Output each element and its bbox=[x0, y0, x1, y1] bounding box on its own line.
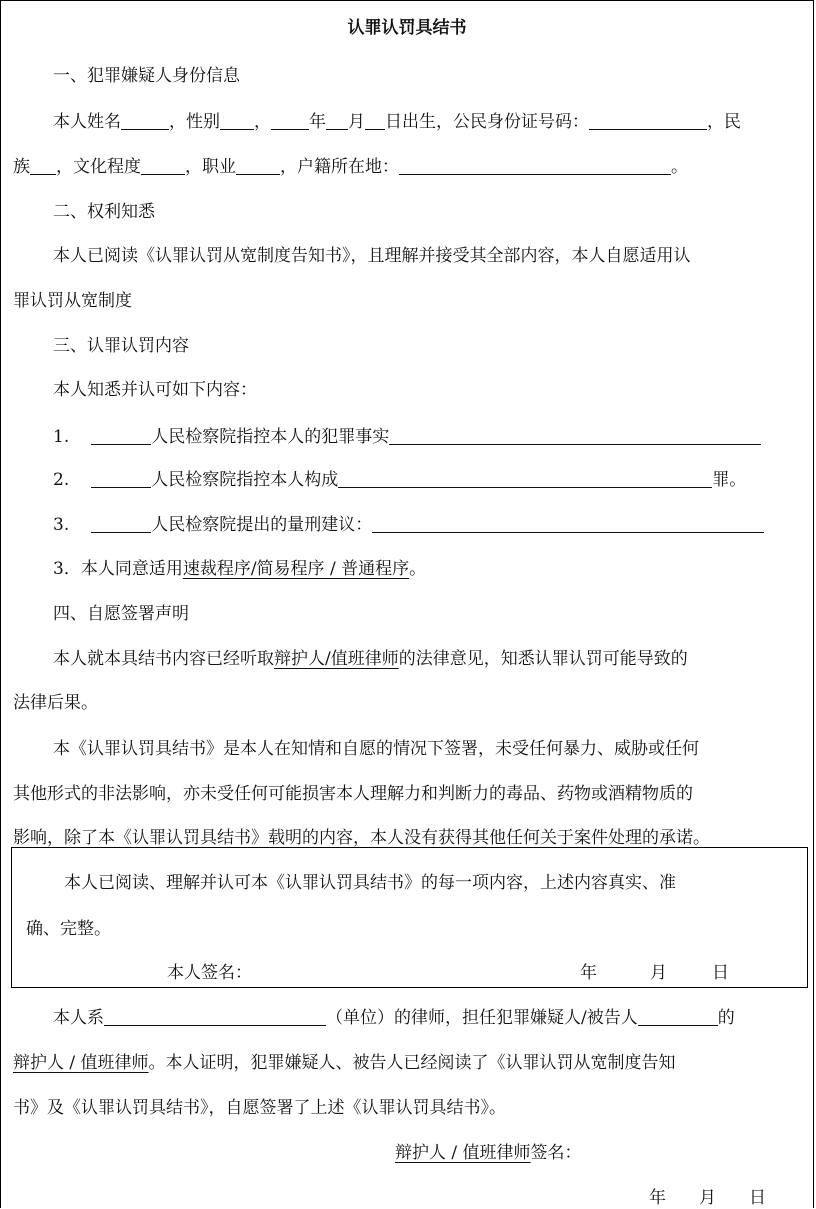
name-blank[interactable] bbox=[121, 111, 169, 130]
lawyer-line-1: 本人系 （单位）的律师，担任犯罪嫌疑人/被告人 的 bbox=[53, 1008, 735, 1028]
education-blank[interactable] bbox=[141, 156, 185, 175]
declaration-line-4: 其他形式的非法影响，亦未受任何可能损害本人理解力和判断力的毒品、药物或酒精物质的 bbox=[13, 784, 693, 804]
crime-facts-blank[interactable] bbox=[389, 426, 761, 445]
lawyer-role-underlined: 辩护人/值班律师 bbox=[274, 649, 399, 669]
id-number-blank[interactable] bbox=[589, 111, 707, 130]
domicile-blank[interactable] bbox=[399, 156, 671, 175]
rights-paragraph-line-1: 本人已阅读《认罪认罚从宽制度告知书》，且理解并接受其全部内容，本人自愿适用认 bbox=[53, 246, 691, 266]
section-3-heading: 三、认罪认罚内容 bbox=[53, 336, 189, 356]
sentencing-blank[interactable] bbox=[372, 514, 764, 533]
section-4-heading: 四、自愿签署声明 bbox=[53, 604, 189, 624]
declaration-line-3: 本《认罪认罚具结书》是本人在知情和自愿的情况下签署，未受任何暴力、威胁或任何 bbox=[53, 739, 699, 759]
birth-month-blank[interactable] bbox=[326, 111, 348, 130]
procuratorate-blank-1[interactable] bbox=[91, 426, 151, 445]
suspect-signature-label[interactable]: 本人签名： bbox=[167, 963, 252, 983]
charge-blank[interactable] bbox=[338, 469, 712, 488]
birth-day-blank[interactable] bbox=[365, 111, 385, 130]
box-date-year: 年 bbox=[580, 963, 597, 983]
lawyer-role-options[interactable]: 辩护人 / 值班律师 bbox=[13, 1053, 149, 1073]
lawyer-date-month: 月 bbox=[699, 1188, 716, 1208]
signature-box bbox=[11, 847, 808, 988]
identity-line-2: 族 ，文化程度 ，职业 ，户籍所在地： 。 bbox=[13, 157, 688, 177]
occupation-blank[interactable] bbox=[236, 156, 280, 175]
declaration-line-1: 本人就本具结书内容已经听取辩护人/值班律师的法律意见，知悉认罪认罚可能导致的 bbox=[53, 649, 688, 669]
declaration-line-2: 法律后果。 bbox=[13, 693, 98, 713]
box-text-line-1: 本人已阅读、理解并认可本《认罪认罚具结书》的每一项内容，上述内容真实、准 bbox=[64, 873, 676, 893]
lawyer-line-2: 辩护人 / 值班律师。本人证明，犯罪嫌疑人、被告人已经阅读了《认罪认罚从宽制度告知 bbox=[13, 1053, 676, 1073]
identity-line-1: 本人姓名 ，性别 ， 年 月 日出生，公民身份证号码： ，民 bbox=[53, 112, 741, 132]
content-item-procedure: 3．本人同意适用速裁程序/简易程序 / 普通程序。 bbox=[53, 559, 427, 579]
box-date-month: 月 bbox=[650, 963, 667, 983]
client-name-blank[interactable] bbox=[638, 1007, 718, 1026]
document-title: 认罪认罚具结书 bbox=[347, 18, 467, 38]
content-item-2: 2. 人民检察院指控本人构成 罪。 bbox=[53, 470, 747, 490]
procuratorate-blank-2[interactable] bbox=[91, 469, 151, 488]
box-date-day: 日 bbox=[712, 963, 729, 983]
gender-blank[interactable] bbox=[220, 111, 254, 130]
rights-paragraph-line-2: 罪认罚从宽制度 bbox=[13, 291, 132, 311]
content-intro: 本人知悉并认可如下内容： bbox=[53, 380, 257, 400]
procedure-options[interactable]: 速裁程序/简易程序 / 普通程序 bbox=[182, 559, 410, 579]
box-text-line-2: 确、完整。 bbox=[26, 919, 111, 939]
lawyer-date-year: 年 bbox=[649, 1188, 666, 1208]
lawyer-date-day: 日 bbox=[749, 1188, 766, 1208]
procuratorate-blank-3[interactable] bbox=[91, 514, 151, 533]
birth-year-blank[interactable] bbox=[271, 111, 309, 130]
declaration-line-5: 影响，除了本《认罪认罚具结书》载明的内容，本人没有获得其他任何关于案件处理的承诺。 bbox=[13, 828, 710, 848]
ethnicity-blank[interactable] bbox=[30, 156, 56, 175]
section-2-heading: 二、权利知悉 bbox=[53, 202, 155, 222]
lawyer-signature-label[interactable]: 辩护人 / 值班律师签名： bbox=[395, 1143, 582, 1163]
content-item-3: 3. 人民检察院提出的量刑建议： bbox=[53, 510, 764, 535]
lawyer-unit-blank[interactable] bbox=[104, 1007, 326, 1026]
lawyer-line-3: 书》及《认罪认罚具结书》，自愿签署了上述《认罪认罚具结书》。 bbox=[13, 1098, 506, 1118]
section-1-heading: 一、犯罪嫌疑人身份信息 bbox=[53, 66, 240, 86]
content-item-1: 1. 人民检察院指控本人的犯罪事实 bbox=[53, 422, 761, 447]
